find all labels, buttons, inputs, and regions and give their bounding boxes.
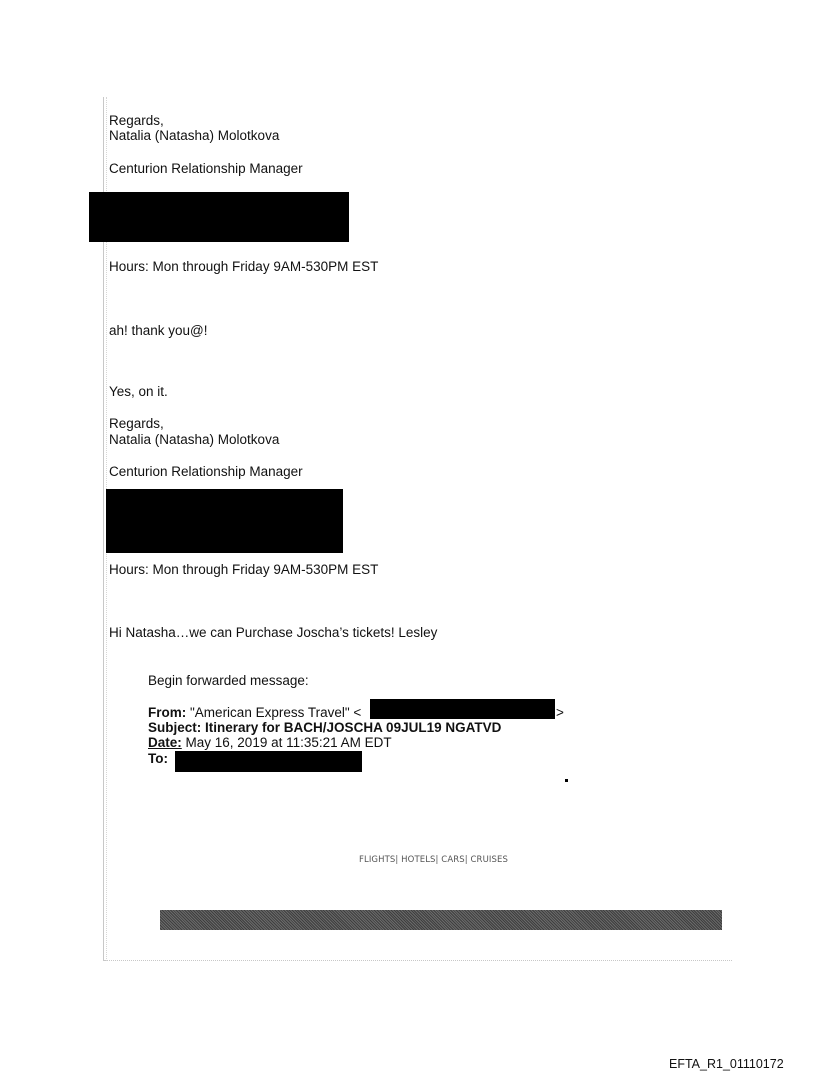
from-close: >: [556, 705, 564, 720]
sender-title: Centurion Relationship Manager: [109, 161, 303, 176]
hours-text: Hours: Mon through Friday 9AM-530PM EST: [109, 562, 379, 577]
date-value: May 16, 2019 at 11:35:21 AM EDT: [185, 735, 392, 750]
redaction-box: [106, 489, 343, 553]
document-id: EFTA_R1_01110172: [669, 1057, 784, 1071]
reply-message: Yes, on it.: [109, 384, 168, 399]
date-label: Date:: [148, 735, 182, 750]
travel-nav-links[interactable]: FLIGHTS| HOTELS| CARS| CRUISES: [359, 855, 508, 865]
from-line: [148, 706, 361, 720]
subject-label: Subject:: [148, 720, 202, 735]
date-line: [148, 736, 392, 750]
regards-text: Regards,: [109, 416, 164, 431]
redaction-box: [175, 751, 362, 772]
quote-border-bottom: [104, 960, 732, 961]
forward-note: Hi Natasha…we can Purchase Joscha’s tickets! Lesley: [109, 625, 438, 640]
to-line: [148, 752, 168, 766]
from-value: "American Express Travel" <: [190, 705, 362, 720]
sender-name: Natalia (Natasha) Molotkova: [109, 432, 280, 447]
from-label: From:: [148, 705, 187, 720]
email-banner-image: [160, 910, 722, 930]
to-label: To:: [148, 751, 168, 766]
subject-line: [148, 721, 501, 735]
forwarded-intro: Begin forwarded message:: [148, 673, 309, 688]
redaction-box: [89, 192, 349, 242]
hours-text: Hours: Mon through Friday 9AM-530PM EST: [109, 259, 379, 274]
reply-message: ah! thank you@!: [109, 323, 208, 338]
stray-dot: [565, 779, 568, 782]
sender-name: Natalia (Natasha) Molotkova: [109, 128, 280, 143]
regards-text: Regards,: [109, 113, 164, 128]
sender-title: Centurion Relationship Manager: [109, 464, 303, 479]
redaction-box: [370, 699, 555, 719]
subject-value: Itinerary for BACH/JOSCHA 09JUL19 NGATVD: [205, 720, 502, 735]
